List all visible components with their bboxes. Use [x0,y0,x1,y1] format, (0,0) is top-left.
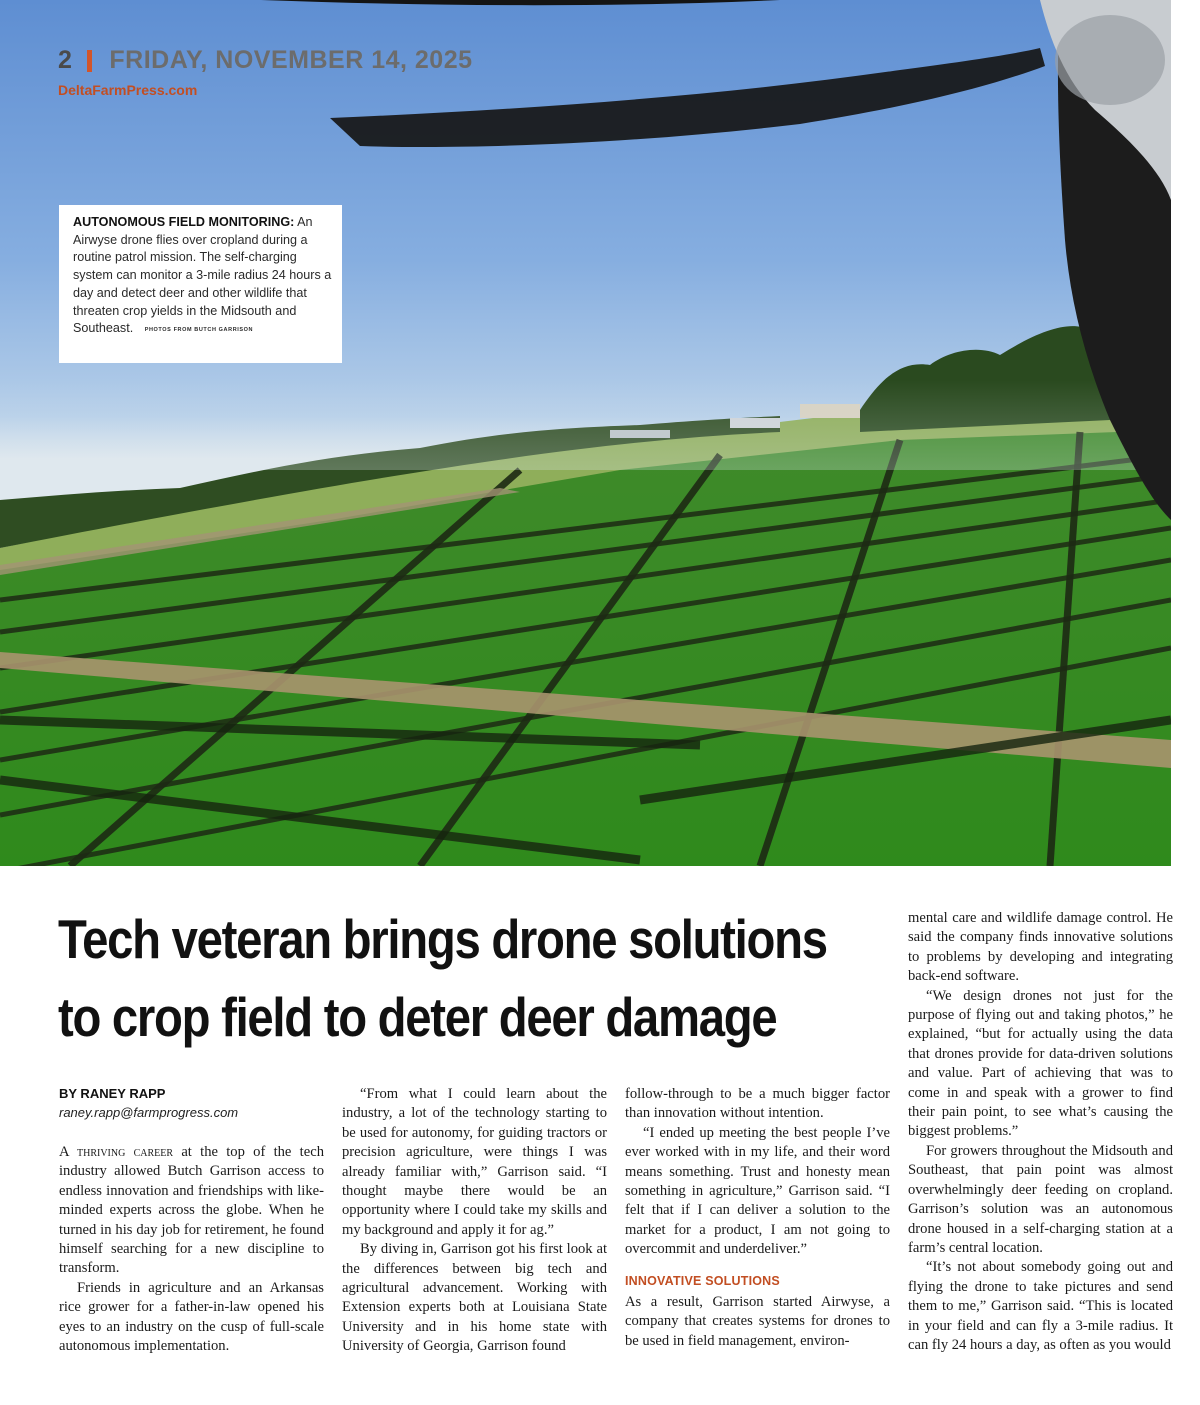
page-number: 2 [58,46,73,74]
paragraph: “It’s not about somebody going out and flying the drone to take pictures and send them to me,” Garrison said. “This is located in your field and can fly a 3-mile radius. It can fly 24 hours a day, as often as you would [908,1259,1173,1353]
paragraph: “I ended up meeting the best people I’ve ever worked with in my life, and their word means something. Trust and honesty mean something in agriculture,” Garrison said. “I felt that if I can deliver a solution to the market for a product, I am not going to overcommit and underdeliver.” [625,1124,890,1258]
photo-caption [59,205,342,363]
paragraph: follow-through to be a much bigger factor than innovation without intention. [625,1086,890,1122]
body-column-1 [59,1143,324,1356]
headline-line-1: Tech veteran brings drone solutions [58,908,827,970]
body-column-3 [625,1085,890,1351]
body-column-4 [908,909,1173,1355]
lead-in: A thriving career [59,1144,174,1160]
paragraph: mental care and wildlife damage control. He said the company finds innovative solutions to problems by developing and integrating back-end software. [908,910,1173,985]
section-subhead: INNOVATIVE SOLUTIONS [625,1273,780,1288]
website-link[interactable]: DeltaFarmPress.com [58,82,198,98]
paragraph: “We design drones not just for the purpose of flying out and taking photos,” he explained, “but for actually using the data that drones provide for data-driven solutions and value. Part of achieving that was to come in and speak with a grower to find their pain point, to see what’s causing the biggest problems.” [908,987,1173,1140]
headline-line-2: to crop field to deter deer damage [58,986,777,1048]
article-headline [58,900,827,1056]
paragraph: For growers throughout the Midsouth and Southeast, that pain point was almost overwhelmingly deer feeding on cropland. Garrison’s solution was an autonomous drone housed in a self-charging station at a farm’s central location. [908,1142,1173,1256]
paragraph: Friends in agriculture and an Arkansas rice grower for a father-in-law opened his eyes to an industry on the cusp of full-scale autonomous implementation. [59,1279,324,1355]
caption-text: An Airwyse drone flies over cropland during a routine patrol mission. The self-charging system can monitor a 3-mile radius 24 hours a day and detect deer and other wildlife that threaten crop yields in the Midsouth and Southeast. [73,215,332,336]
header-divider [87,50,92,72]
author-email[interactable]: raney.rapp@farmprogress.com [59,1105,239,1120]
issue-date: FRIDAY, NOVEMBER 14, 2025 [109,46,473,74]
body-column-2 [342,1085,607,1357]
paragraph: As a result, Garrison started Airwyse, a company that creates systems for drones to be used in field management, environ- [625,1294,890,1349]
paragraph: By diving in, Garrison got his first look at the differences between big tech and agricultural advancement. Working with Extension experts both at Louisiana State University and in his home state with University of Georgia, Garrison found [342,1241,607,1355]
paragraph: “From what I could learn about the industry, a lot of the technology starting to be used for autonomy, for guiding tractors or precision agriculture, were things I was already familiar with,” Garrison said. “I thought maybe there would be an opportunity where I could take my skills and my background and apply it for ag.” [342,1086,607,1238]
page-header [58,46,473,75]
photo-credit: PHOTOS FROM BUTCH GARRISON [144,327,254,334]
paragraph-text: at the top of the tech industry allowed Butch Garrison access to endless innovation and friendships with like-minded experts across the globe. When he turned in his day job for retirement, he found himself searching for a new discipline to transform. [59,1144,324,1277]
paragraph [59,1143,324,1279]
caption-lead: AUTONOMOUS FIELD MONITORING: [73,215,295,229]
byline: BY RANEY RAPP [59,1086,166,1101]
